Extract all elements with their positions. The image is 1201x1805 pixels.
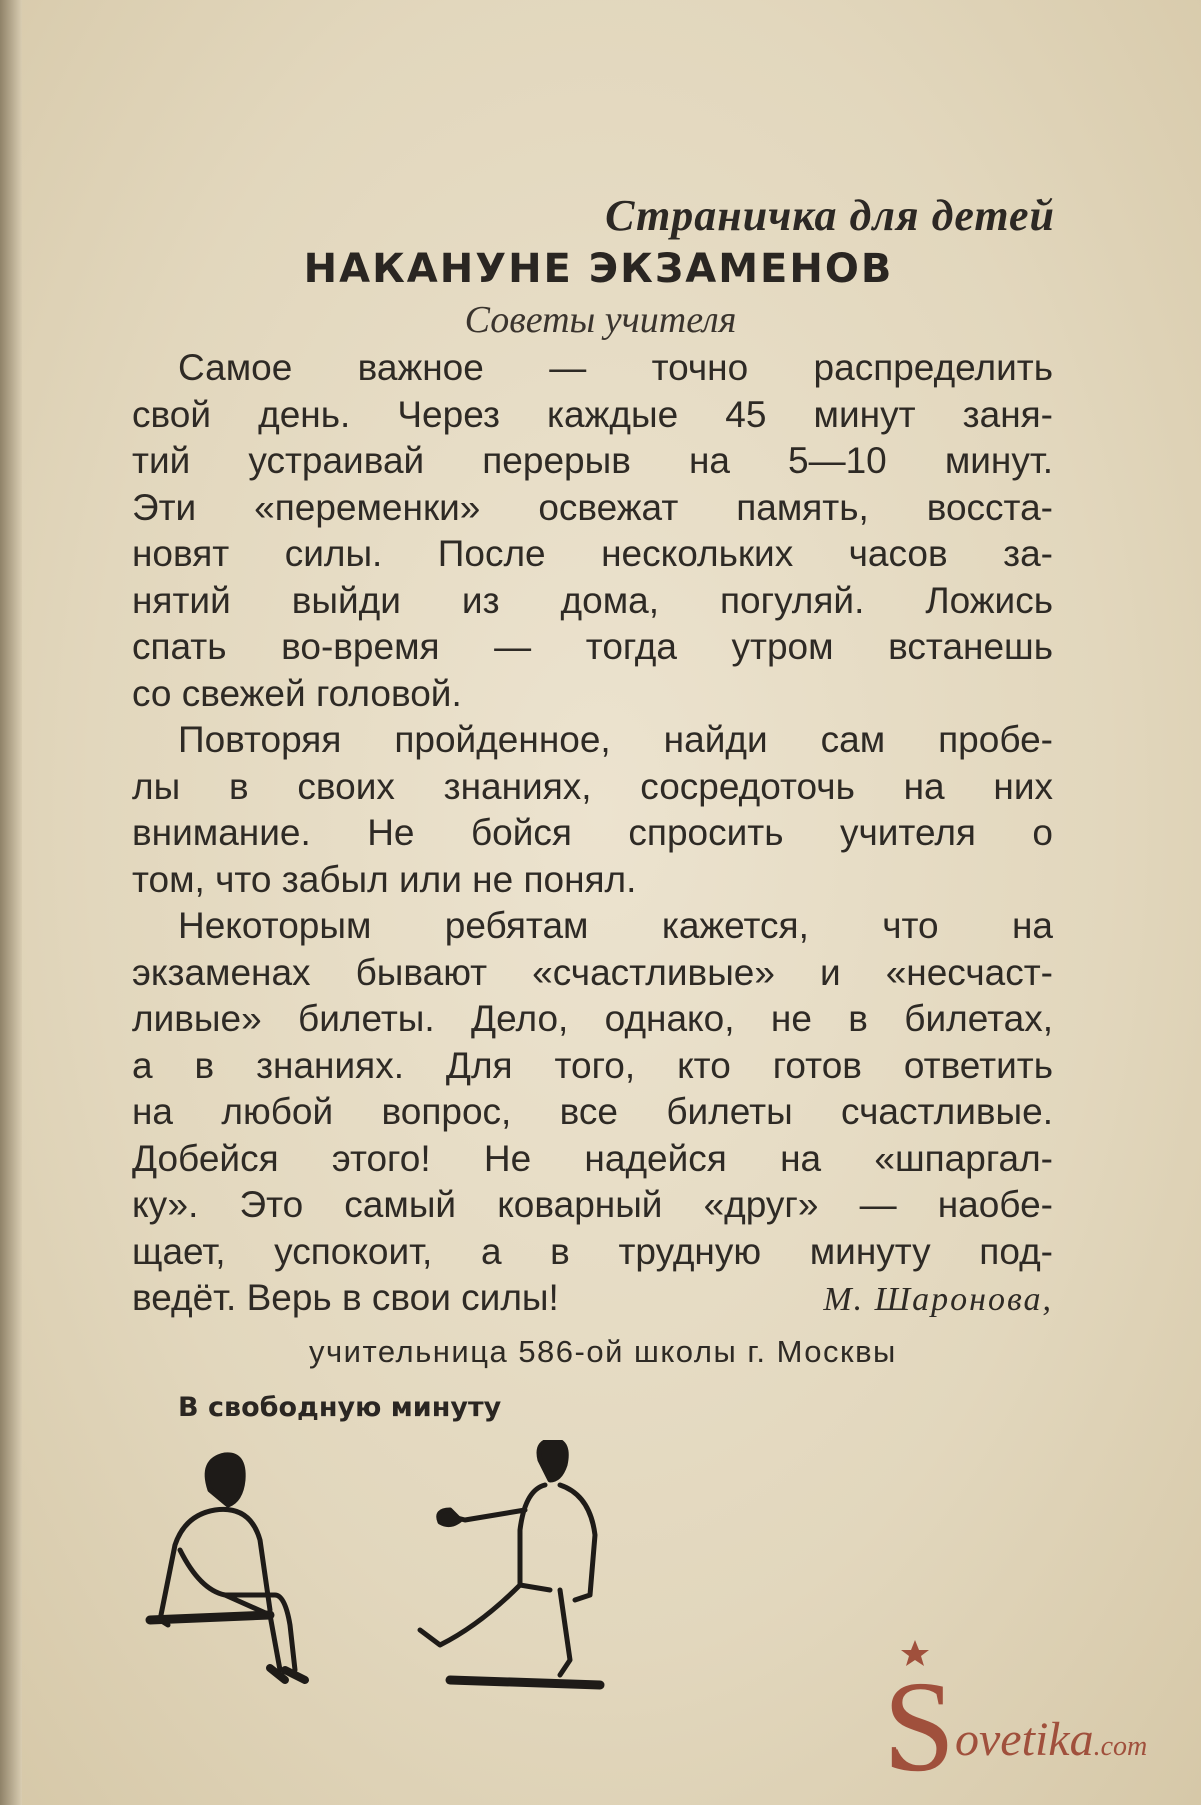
- text-line: внимание. Не бойся спросить учителя о: [132, 812, 1053, 853]
- text-line: нятий выйди из дома, погуляй. Ложись: [132, 579, 1053, 621]
- text-line: Добейся этого! Не надейся на «шпаргал-: [132, 1137, 1053, 1179]
- text-line: том, что забыл или не понял.: [132, 858, 637, 900]
- rubric-heading: Страничка для детей: [605, 191, 1055, 240]
- text-line: тий устраивай перерыв на 5—10 минут.: [132, 440, 1053, 481]
- text-line: экзаменах бывают «счастливые» и «несчаст-: [132, 951, 1053, 993]
- paragraph-1: [132, 345, 1053, 717]
- watermark-s-letter: S: [883, 1655, 956, 1790]
- paragraph-2: [132, 717, 1053, 903]
- section-title: В свободную минуту: [178, 1392, 502, 1423]
- text-line: Эти «переменки» освежат память, восста-: [132, 486, 1053, 528]
- watermark-text: ovetika.com: [955, 1713, 1148, 1766]
- walking-boy-figure: [420, 1440, 600, 1685]
- text-line: ведёт. Верь в свои силы!: [132, 1277, 559, 1318]
- paragraph-3: [132, 903, 1053, 1324]
- last-line-with-signature: [132, 1275, 1053, 1324]
- text-line: ливые» билеты. Дело, однако, не в билетах,: [132, 998, 1053, 1039]
- text-line: на любой вопрос, все билеты счастливые.: [132, 1091, 1053, 1132]
- article-body: [132, 345, 1053, 1324]
- text-line: лы в своих знаниях, сосредоточь на них: [132, 765, 1053, 807]
- sitting-boy-figure: [150, 1455, 305, 1680]
- author-position: учительница 586-ой школы г. Москвы: [309, 1334, 897, 1369]
- author-name: М. Шаронова,: [823, 1281, 1053, 1318]
- text-line: спать во-время — тогда утром встанешь: [132, 626, 1053, 667]
- text-line: ку». Это самый коварный «друг» — наобе-: [132, 1184, 1053, 1225]
- article-title: НАКАНУНЕ ЭКЗАМЕНОВ: [303, 246, 894, 292]
- text-line: новят силы. После нескольких часов за-: [132, 533, 1053, 574]
- text-line: Самое важное — точно распределить: [178, 347, 1053, 388]
- illustration-two-boys: [120, 1440, 680, 1690]
- sovetika-watermark-logo: [855, 1640, 1195, 1790]
- text-line: Некоторым ребятам кажется, что на: [178, 905, 1053, 946]
- text-line: свой день. Через каждые 45 минут заня-: [132, 393, 1053, 435]
- text-line: со свежей головой.: [132, 672, 462, 714]
- article-subtitle: Советы учителя: [464, 299, 737, 341]
- text-line: Повторяя пройденное, найди сам пробе-: [178, 719, 1053, 760]
- text-line: щает, успокоит, а в трудную минуту под-: [132, 1230, 1053, 1272]
- text-line: а в знаниях. Для того, кто готов ответить: [132, 1044, 1053, 1086]
